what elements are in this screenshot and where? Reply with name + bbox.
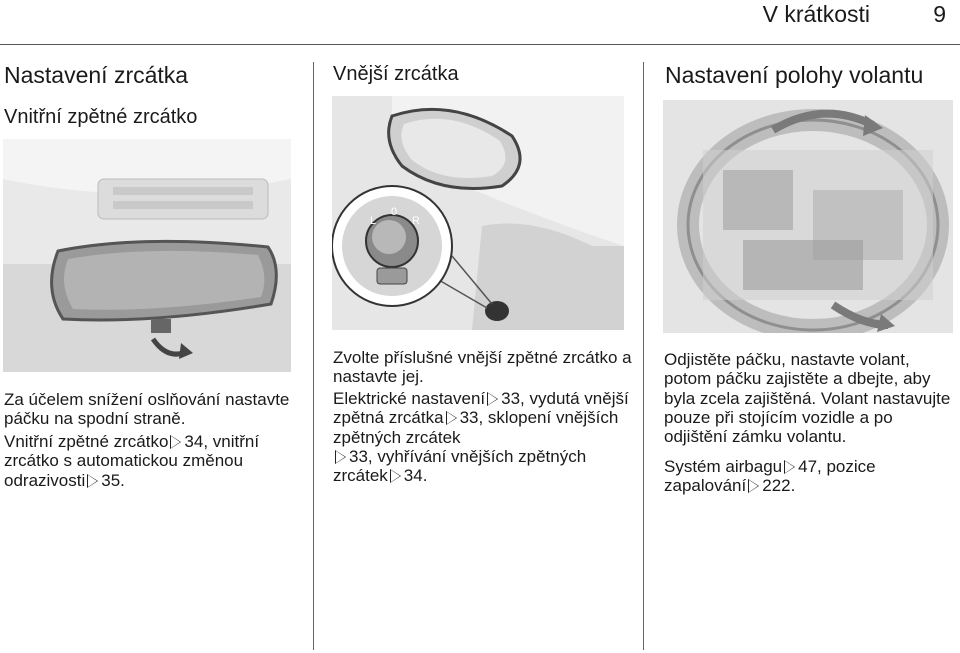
ref-text-b: 47, pozice zapalování [664, 457, 876, 496]
section-heading-mirrors: Nastavení zrcátka [4, 62, 189, 88]
steering-wheel-paragraph-1: Odjistěte páčku, nastavte volant, potom páčku zajistěte a dbejte, aby byla zcela zajištěná. Volant nastavujte pouze při stojícím vozidle a po odjištění zámku volantu. [664, 350, 951, 447]
page-reference-arrow-icon [85, 471, 101, 490]
header-title: V krátkosti [762, 1, 870, 27]
subheading-interior-mirror: Vnitřní zpětné zrcátko [4, 106, 198, 128]
column-divider-1 [313, 62, 314, 650]
exterior-mirror-paragraph-1: Zvolte příslušné vnější zpětné zrcátko a nastavte jej. [333, 348, 632, 387]
ref-text-b: 34, vnitřní zrcátko s automatickou změnou odrazivosti [4, 432, 260, 490]
ref-text-c: 222. [762, 476, 796, 496]
interior-mirror-paragraph-2 [4, 432, 299, 490]
header-rule [0, 44, 960, 45]
interior-mirror-paragraph-1: Za účelem snížení oslňování nastavte páčku na spodní straně. [4, 390, 290, 429]
page-reference-arrow-icon [485, 389, 501, 408]
steering-wheel-paragraph-2 [664, 457, 956, 496]
ref-text-a: Vnitřní zpětné zrcátko [4, 432, 169, 451]
section-heading-steering-wheel: Nastavení polohy volantu [665, 62, 924, 88]
page-number: 9 [933, 1, 946, 27]
section-heading-exterior-mirrors: Vnější zrcátka [333, 63, 459, 85]
ref-text-e: 34. [403, 466, 428, 486]
column-divider-2 [643, 62, 644, 650]
page-reference-arrow-icon [333, 447, 349, 466]
page-reference-arrow-icon [388, 466, 404, 485]
ref-text-c: 35. [101, 470, 125, 490]
exterior-mirror-image [332, 96, 624, 330]
page-reference-arrow-icon [782, 457, 798, 476]
knob-letter-l: L [370, 215, 377, 227]
ref-text-a: Elektrické nastavení [333, 389, 486, 408]
page-reference-arrow-icon [168, 432, 184, 451]
ref-text-a: Systém airbagu [664, 457, 783, 476]
knob-letter-0: 0 [391, 206, 398, 218]
rearview-mirror-image [3, 139, 291, 372]
ref-text-b: 33, vydutá vnější zpětná zrcátka [333, 389, 629, 428]
ref-text-c: 33, sklopení vnějších zpětných zrcátek [333, 408, 619, 447]
exterior-mirror-paragraph-2 [333, 389, 633, 485]
page-reference-arrow-icon [444, 408, 460, 427]
page-reference-arrow-icon [746, 476, 762, 495]
ref-text-d: 33, vyhřívání vnějších zpětných zrcátek [333, 446, 587, 486]
steering-wheel-image [663, 100, 953, 333]
knob-letter-r: R [412, 215, 420, 227]
